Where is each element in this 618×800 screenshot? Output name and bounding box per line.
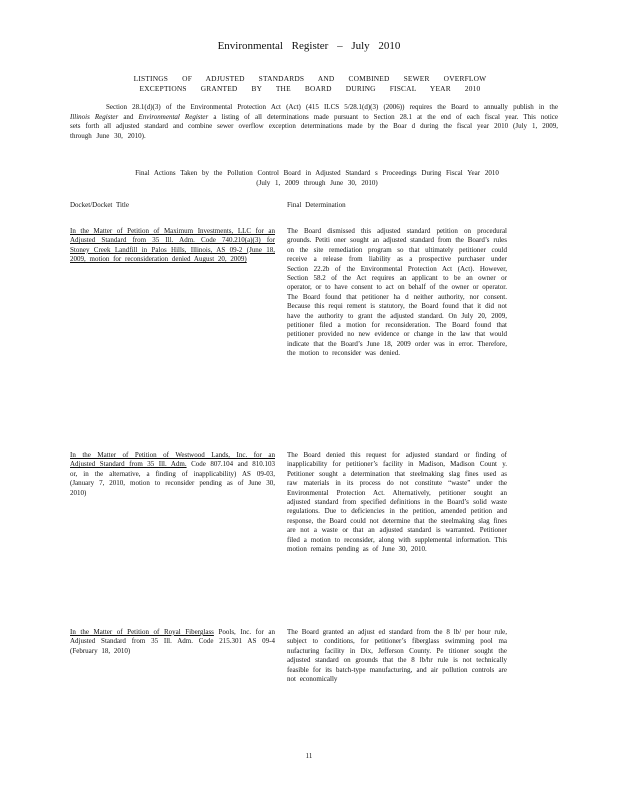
entry-docket-3-rest: Pools, Inc. for an Adjusted Standard from 35 Ill. Adm. Code 215.301 AS 09-4 (February 18, 2010): [70, 628, 275, 655]
title-line-1: LISTINGS OF ADJUSTED STANDARDS AND COMBINED SEWER OVERFLOW: [133, 74, 487, 83]
column-header-determination: Final Determination: [287, 201, 346, 209]
entry-docket-2-title: In the Matter of Petition of Westwood Lands, Inc. for an Adjusted Standard from 35 Ill. Adm.: [70, 451, 275, 469]
intro-emphasis-1: Illinois Register: [70, 112, 119, 121]
entry-docket-1: [70, 227, 275, 265]
final-actions-line-1: Final Actions Taken by the Pollution Control Board in Adjusted Standard s Proceedings During Fiscal Year 2010: [135, 169, 499, 177]
intro-emphasis-2: Environmental Register: [138, 112, 209, 121]
final-actions-heading: [72, 169, 562, 188]
entry-docket-1-title: In the Matter of Petition of Maximum Investments, LLC for an Adjusted Standard from 35 Ill. Adm. Code 740.210(a)(3) for Stoney Creek Landfill in Palos Hills, Illinois, AS 09-2 (June 18, 2009, motion for reconsideration denied August 20, 2009): [70, 227, 275, 264]
intro-part-3: a listing of all determinations made pursuant to Section 28.1 at the end of each fiscal year. This notice sets forth all adjusted standard and combine sewer overflow exception determinations made by the Boar d during the fiscal year 2010 (July 1, 2009, through June 30, 2010).: [70, 112, 559, 140]
entry-docket-2: [70, 451, 275, 498]
entry-docket-3: [70, 628, 275, 656]
entry-determination-2: The Board denied this request for adjusted standard or finding of inapplicability for petitioner’s facility in Madison, Madison Count y. Petitioner sought a determination that steelmaking slag fines used as raw materials in its process do not constitute “waste” under the Environmental Protection Act. Alternatively, petitioner sought an adjusted standard from specified definitions in the Board’s solid waste regulations. Due to deficiencies in the petition, amended petition and response, the Board could not determine that the steelmaking slag fines are not a waste or that an adjusted standard is warranted. Petitioner filed a motion to reconsider, along with supplemental information. This motion remains pending as of June 30, 2010.: [287, 451, 507, 554]
document-title: [120, 74, 500, 94]
entry-determination-3: The Board granted an adjust ed standard from the 8 lb/ per hour rule, subject to conditions, for petitioner’s fiberglass swimming pool ma nufacturing facility in Dix, Jefferson County. Pe titioner sought the adjusted standard on grounds that the 8 lb/hr rule is not technically feasible for its batch-type manufacturing, and air pollution controls are not economically: [287, 628, 507, 684]
title-line-2: EXCEPTIONS GRANTED BY THE BOARD DURING FISCAL YEAR 2010: [139, 84, 481, 93]
intro-part-1: Section 28.1(d)(3) of the Environmental Protection Act (Act) (415 ILCS 5/28.1(d)(3) (2006)) requires the Board to annually publish in the: [106, 103, 558, 111]
column-header-docket: Docket/Docket Title: [70, 201, 129, 209]
running-header: Environmental Register – July 2010: [217, 40, 401, 52]
entry-determination-1: The Board dismissed this adjusted standard petition on procedural grounds. Petiti oner sought an adjusted standard from the Board’s rules on the site remediation program so that ultimately petitioner could receive a release from liability as a prospective purchaser under Section 22.2b of the Environmental Protection Act (Act). However, Section 58.2 of the Act requires an applicant to be an owner or operator, or to have consent to act on behalf of the owner or operator. The Board found that petitioner ha d neither authority, nor consent. Because this requi rement is statutory, the Board found that it did not have the authority to grant the adjusted standard. On July 20, 2009, petitioner filed a motion for reconsideration. The Board found that petitioner provided no new evidence or change in the law that would indicate that the Board’s June 18, 2009 order was in error. Therefore, the motion to reconsider was denied.: [287, 227, 507, 358]
intro-paragraph: [70, 103, 558, 141]
entry-docket-2-rest: Code 807.104 and 810.103 or, in the alternative, a finding of inapplicability) AS 09-03, (January 7, 2010, motion to reconsider pending as of June 30, 2010): [70, 460, 275, 497]
page-number: 11: [305, 752, 313, 760]
intro-part-2: and: [118, 112, 139, 121]
final-actions-line-2: (July 1, 2009 through June 30, 2010): [256, 178, 378, 187]
entry-docket-3-title: In the Matter of Petition of Royal Fiberglass: [70, 628, 214, 636]
